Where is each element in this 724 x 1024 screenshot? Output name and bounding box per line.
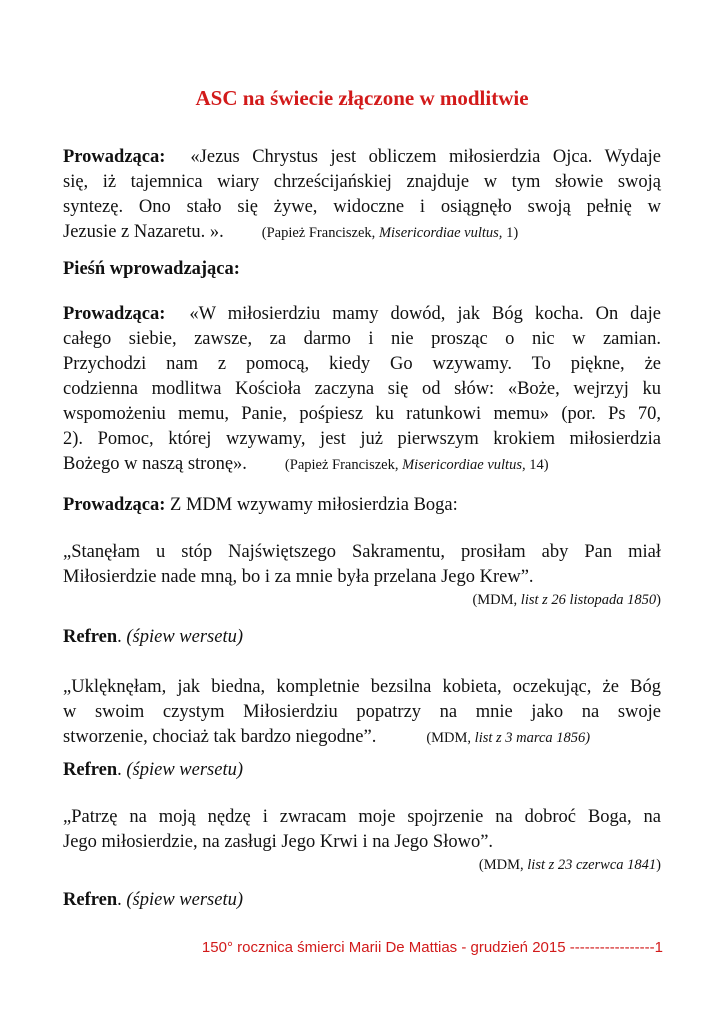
- refrain-label: Refren: [63, 627, 118, 647]
- citation-author: (MDM,: [478, 857, 528, 873]
- song-heading: Pieśń wprowadzająca:: [63, 259, 240, 279]
- line-text: «Jezus Chrystus jest obliczem miłosierdzia Ojca. Wydaje: [190, 147, 661, 167]
- line-text: Z MDM wzywamy miłosierdzia Boga:: [165, 495, 458, 515]
- citation-author: (Papież Franciszek,: [261, 225, 379, 241]
- citation-author: (Papież Franciszek,: [284, 457, 403, 473]
- citation-work: Misericordiae vultus,: [402, 457, 526, 473]
- line-text: «W miłosierdziu mamy dowód, jak Bóg kocha. On daje: [189, 304, 661, 324]
- quote-1: [63, 540, 661, 610]
- quote-line: „Stanęłam u stóp Najświętszego Sakramentu, prosiłam aby Pan miał: [63, 542, 661, 562]
- quote-line: „Uklęknęłam, jak biedna, kompletnie bezsilna kobieta, oczekując, że Bóg: [63, 677, 661, 697]
- citation-author: (MDM,: [472, 592, 521, 608]
- paragraph-leader-3: [63, 493, 661, 518]
- citation: [63, 590, 661, 610]
- refrain-1: [63, 625, 661, 650]
- paragraph-line: [63, 145, 661, 170]
- refrain-3: [63, 888, 661, 913]
- paragraph-line: 2). Pomoc, której wzywamy, jest już pierwszym krokiem miłosierdzia: [63, 429, 661, 449]
- paragraph-line: codzienna modlitwa Kościoła zaczyna się od słów: «Boże, wejrzyj ku: [63, 379, 661, 399]
- citation-number: 14): [525, 457, 549, 473]
- citation: [426, 726, 590, 751]
- quote-line: Jego miłosierdzie, na zasługi Jego Krwi i na Jego Słowo”.: [63, 832, 494, 852]
- quote-3: [63, 805, 661, 875]
- citation-number: 1): [502, 225, 519, 241]
- refrain-2: [63, 758, 661, 783]
- speaker-label: Prowadząca:: [63, 147, 166, 167]
- paragraph-line: syntezę. Ono stało się żywe, widoczne i osiągnęło swoją pełnię w: [63, 197, 661, 217]
- quote-2: [63, 675, 661, 751]
- citation-close: ): [656, 592, 661, 608]
- citation: [285, 453, 549, 478]
- quote-line: [63, 725, 661, 751]
- refrain-dot: .: [117, 890, 122, 910]
- page-footer: 150° rocznica śmierci Marii De Mattias - grudzień 2015 -----------------1: [201, 939, 663, 956]
- refrain-label: Refren: [63, 760, 118, 780]
- line-text: Jezusie z Nazaretu. ».: [63, 222, 224, 242]
- quote-line: Miłosierdzie nade mną, bo i za mnie była przelana Jego Krew”.: [63, 567, 534, 587]
- refrain-note: (śpiew wersetu): [126, 760, 243, 780]
- quote-line: „Patrzę na moją nędzę i zwracam moje spojrzenie na dobroć Boga, na: [63, 807, 661, 827]
- citation-close: ): [656, 857, 661, 873]
- paragraph-line: [63, 452, 661, 478]
- citation-work: Misericordiae vultus,: [378, 225, 503, 241]
- paragraph-leader-2: [63, 302, 661, 478]
- speaker-label: Prowadząca:: [63, 495, 166, 515]
- refrain-dot: .: [117, 627, 122, 647]
- paragraph-leader-1: [63, 145, 661, 246]
- page-title: ASC na świecie złączone w modlitwie: [195, 86, 529, 110]
- paragraph-line: Przychodzi nam z pomocą, kiedy Go wzywamy. To piękne, że: [63, 354, 661, 374]
- line-text: stworzenie, chociaż tak bardzo niegodne”.: [63, 727, 377, 747]
- refrain-note: (śpiew wersetu): [126, 890, 243, 910]
- citation-author: (MDM,: [426, 730, 475, 746]
- citation: [262, 221, 518, 246]
- citation-letter: list z 3 marca 1856): [474, 730, 591, 746]
- refrain-label: Refren: [63, 890, 118, 910]
- paragraph-line: [63, 220, 661, 246]
- paragraph-line: [63, 302, 661, 327]
- citation: [63, 855, 661, 875]
- speaker-label: Prowadząca:: [63, 304, 166, 324]
- paragraph-line: wspomożeniu memu, Panie, pośpiesz ku ratunkowi memu» (por. Ps 70,: [63, 404, 661, 424]
- refrain-dot: .: [117, 760, 122, 780]
- citation-letter: list z 23 czerwca 1841: [527, 857, 657, 873]
- line-text: Bożego w naszą stronę».: [63, 454, 247, 474]
- paragraph-line: się, iż tajemnica wiary chrześcijańskiej znajduje w tym słowie swoją: [63, 172, 661, 192]
- citation-letter: list z 26 listopada 1850: [520, 592, 657, 608]
- refrain-note: (śpiew wersetu): [126, 627, 243, 647]
- paragraph-line: całego siebie, zawsze, za darmo i nie prosząc o nic w zamian.: [63, 329, 661, 349]
- quote-line: w swoim czystym Miłosierdziu popatrzy na mnie jako na swoje: [63, 702, 661, 722]
